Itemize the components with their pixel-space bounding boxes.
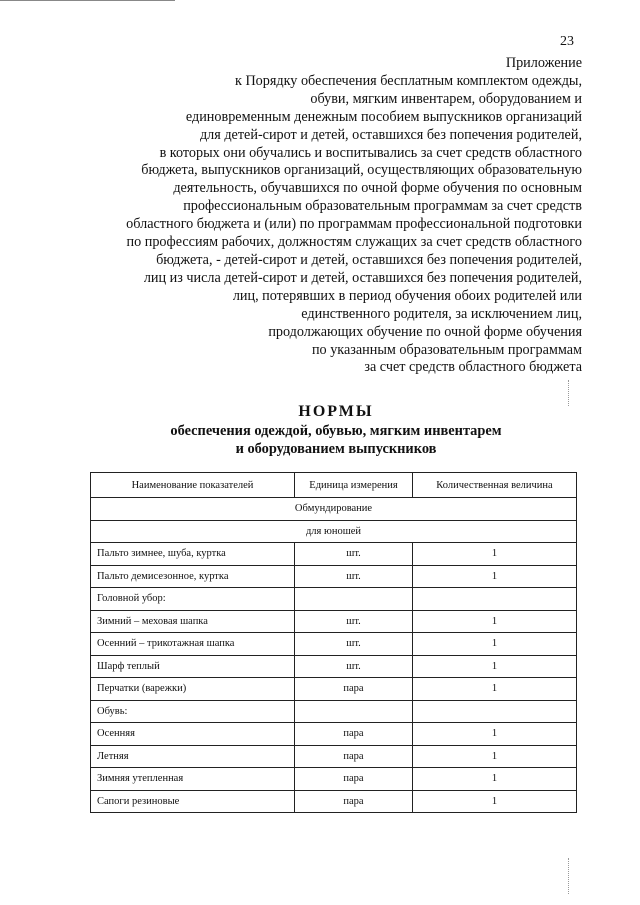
cell-name: Пальто зимнее, шуба, куртка	[91, 543, 295, 566]
cell-qty: 1	[413, 768, 577, 791]
cell-unit	[295, 700, 413, 723]
cell-qty: 1	[413, 655, 577, 678]
table-row	[91, 543, 577, 566]
norms-subtitle-line2: и оборудованием выпускников	[235, 441, 437, 457]
appendix-line: к Порядку обеспечения бесплатным комплектом одежды,	[235, 72, 582, 89]
cell-name: Обувь:	[91, 700, 295, 723]
norms-table	[90, 472, 577, 813]
scan-edge-line	[0, 0, 175, 1]
table-row	[91, 700, 577, 723]
header-unit: Единица измерения	[295, 473, 413, 498]
appendix-line: единственного родителя, за исключением лиц,	[301, 305, 582, 322]
appendix-line: по профессиям рабочих, должностям служащих за счет средств областного	[126, 234, 582, 251]
cell-qty: 1	[413, 633, 577, 656]
appendix-header	[42, 55, 582, 377]
cell-qty	[413, 588, 577, 611]
cell-name: Зимний – меховая шапка	[91, 610, 295, 633]
norms-title: НОРМЫ	[298, 403, 374, 420]
table-row	[91, 790, 577, 813]
table-row	[91, 633, 577, 656]
norms-heading	[0, 402, 640, 458]
cell-name: Сапоги резиновые	[91, 790, 295, 813]
cell-unit: пара	[295, 678, 413, 701]
cell-name: Зимняя утепленная	[91, 768, 295, 791]
table-row	[91, 610, 577, 633]
page-number: 23	[560, 34, 574, 49]
section-title: Обмундирование	[91, 498, 577, 521]
cell-name: Перчатки (варежки)	[91, 678, 295, 701]
appendix-line: единовременным денежным пособием выпускников организаций	[185, 108, 582, 125]
cell-name: Осенняя	[91, 723, 295, 746]
appendix-line: в которых они обучались и воспитывались за счет средств областного	[159, 144, 582, 161]
cell-unit: пара	[295, 745, 413, 768]
table-row	[91, 565, 577, 588]
subsection-row	[91, 520, 577, 543]
cell-qty: 1	[413, 745, 577, 768]
appendix-line: по указанным образовательным программам	[311, 341, 582, 358]
table-header-row	[91, 473, 577, 498]
table-row	[91, 588, 577, 611]
table-row	[91, 768, 577, 791]
cell-unit: шт.	[295, 655, 413, 678]
norms-subtitle-line1: обеспечения одеждой, обувью, мягким инвентарем	[170, 423, 502, 439]
cell-name: Пальто демисезонное, куртка	[91, 565, 295, 588]
cell-unit: шт.	[295, 633, 413, 656]
cell-qty: 1	[413, 723, 577, 746]
scan-artifact-dots	[568, 858, 570, 894]
cell-unit: шт.	[295, 565, 413, 588]
appendix-line: продолжающих обучение по очной форме обучения	[268, 323, 582, 340]
header-name: Наименование показателей	[91, 473, 295, 498]
cell-unit: шт.	[295, 610, 413, 633]
appendix-line: бюджета, выпускников организаций, осуществляющих образовательную	[141, 162, 582, 179]
table-row	[91, 723, 577, 746]
cell-unit: пара	[295, 790, 413, 813]
header-qty: Количественная величина	[413, 473, 577, 498]
section-row	[91, 498, 577, 521]
subsection-title: для юношей	[91, 520, 577, 543]
table-row	[91, 678, 577, 701]
appendix-line: бюджета, - детей-сирот и детей, оставшихся без попечения родителей,	[156, 251, 582, 268]
cell-unit: пара	[295, 723, 413, 746]
cell-unit: пара	[295, 768, 413, 791]
cell-qty: 1	[413, 678, 577, 701]
appendix-line: за счет средств областного бюджета	[364, 359, 582, 376]
table-row	[91, 745, 577, 768]
cell-qty: 1	[413, 565, 577, 588]
appendix-line: деятельность, обучавшихся по очной форме обучения по основным	[173, 180, 582, 197]
appendix-line: для детей-сирот и детей, оставшихся без попечения родителей,	[199, 126, 582, 143]
cell-name: Осенний – трикотажная шапка	[91, 633, 295, 656]
cell-unit	[295, 588, 413, 611]
cell-name: Шарф теплый	[91, 655, 295, 678]
appendix-line: лиц из числа детей-сирот и детей, оставшихся без попечения родителей,	[143, 269, 582, 286]
table-row	[91, 655, 577, 678]
appendix-line: профессиональным образовательным программам за счет средств	[183, 198, 582, 215]
appendix-line: обуви, мягким инвентарем, оборудованием и	[310, 90, 582, 107]
appendix-line: лиц, потерявших в период обучения обоих родителей или	[232, 287, 582, 304]
cell-qty	[413, 700, 577, 723]
cell-qty: 1	[413, 610, 577, 633]
cell-qty: 1	[413, 790, 577, 813]
appendix-line: Приложение	[505, 55, 582, 71]
cell-qty: 1	[413, 543, 577, 566]
appendix-line: областного бюджета и (или) по программам профессиональной подготовки	[126, 216, 582, 233]
cell-unit: шт.	[295, 543, 413, 566]
cell-name: Головной убор:	[91, 588, 295, 611]
cell-name: Летняя	[91, 745, 295, 768]
